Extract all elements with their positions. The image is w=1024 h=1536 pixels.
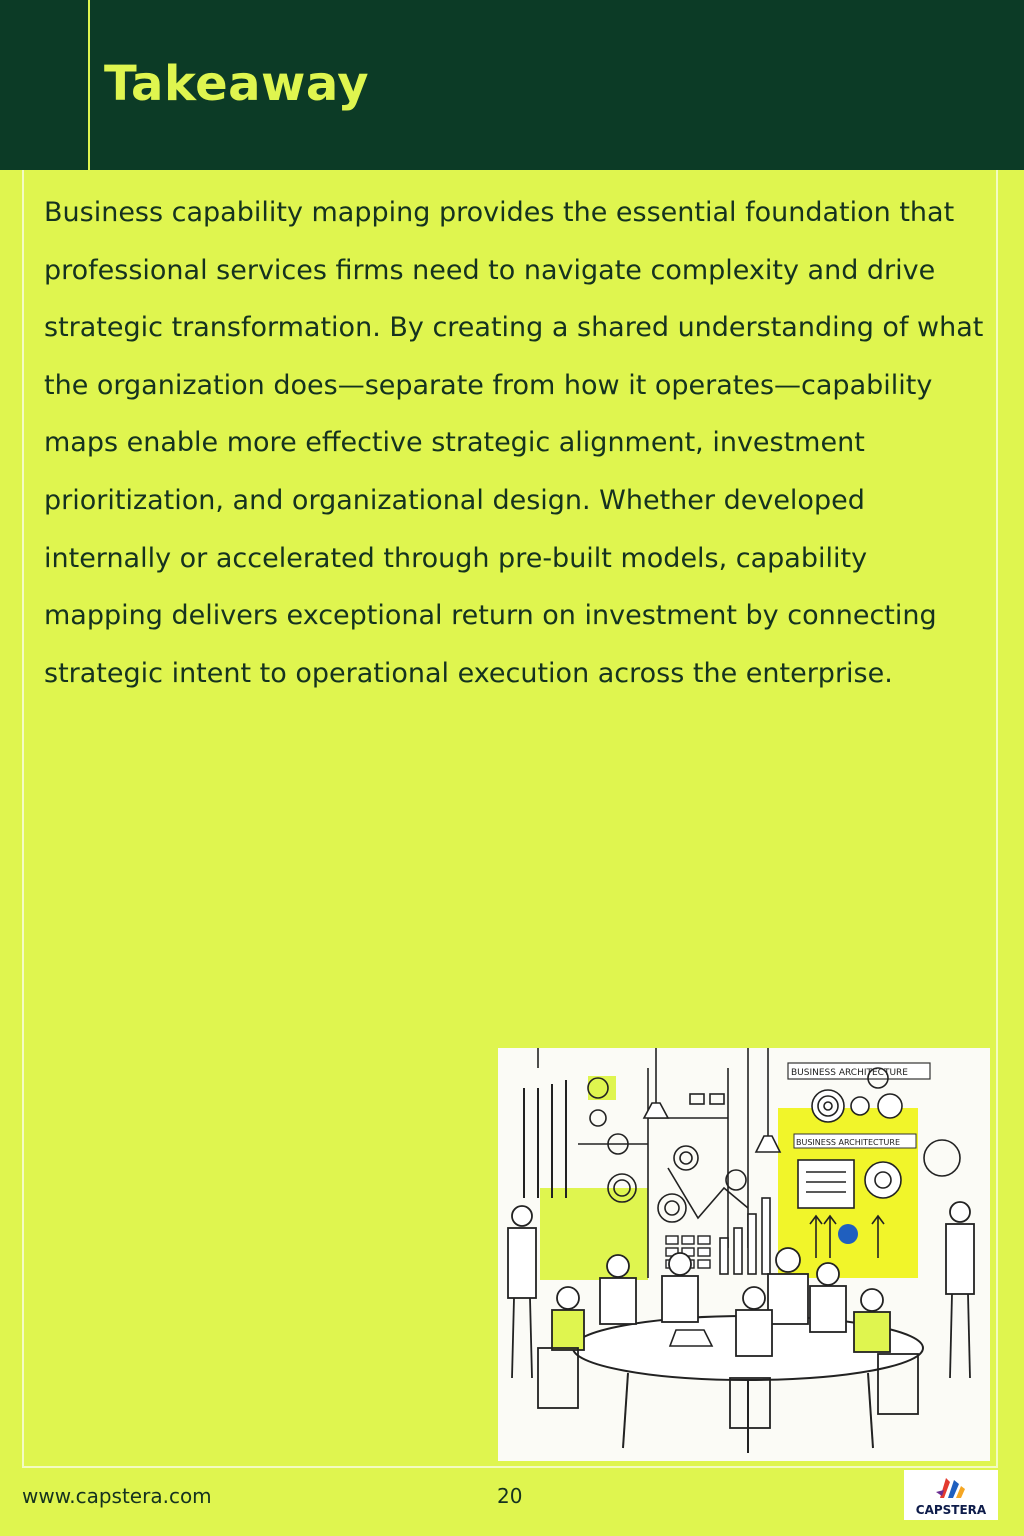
lamp-icons: [644, 1048, 780, 1152]
logo-wordmark: CAPSTERA: [915, 1503, 987, 1517]
blue-dot: [838, 1224, 858, 1244]
table-legs: [623, 1373, 873, 1453]
meeting-illustration: [498, 1048, 990, 1461]
label-top: BUSINESS ARCHITECTURE: [791, 1068, 908, 1078]
highlight-panel-left: [540, 1188, 648, 1280]
header-divider: [88, 0, 90, 170]
header-bar: [0, 0, 1024, 170]
logo-mark-icon: [904, 1470, 998, 1504]
capstera-logo: [904, 1470, 998, 1520]
page-number: 20: [497, 1484, 523, 1508]
footer-url-link[interactable]: www.capstera.com: [22, 1484, 212, 1508]
page-title: Takeaway: [104, 56, 370, 112]
laptop-icon: [670, 1330, 712, 1346]
body-paragraph: Business capability mapping provides the essential foundation that professional services firms need to navigate complexity and drive strategic transformation. By creating a shared understanding of what the organization does—separate from how it operates—capability maps enable more effective strategic alignment, investment prioritization, and organizational design. Whether developed internally or accelerated through pre-built models, capability mapping delivers exceptional return on investment by connecting strategic intent to operational execution across the enterprise.: [44, 197, 984, 689]
pencil-icons: [524, 1080, 566, 1198]
label-mid: BUSINESS ARCHITECTURE: [796, 1138, 900, 1147]
